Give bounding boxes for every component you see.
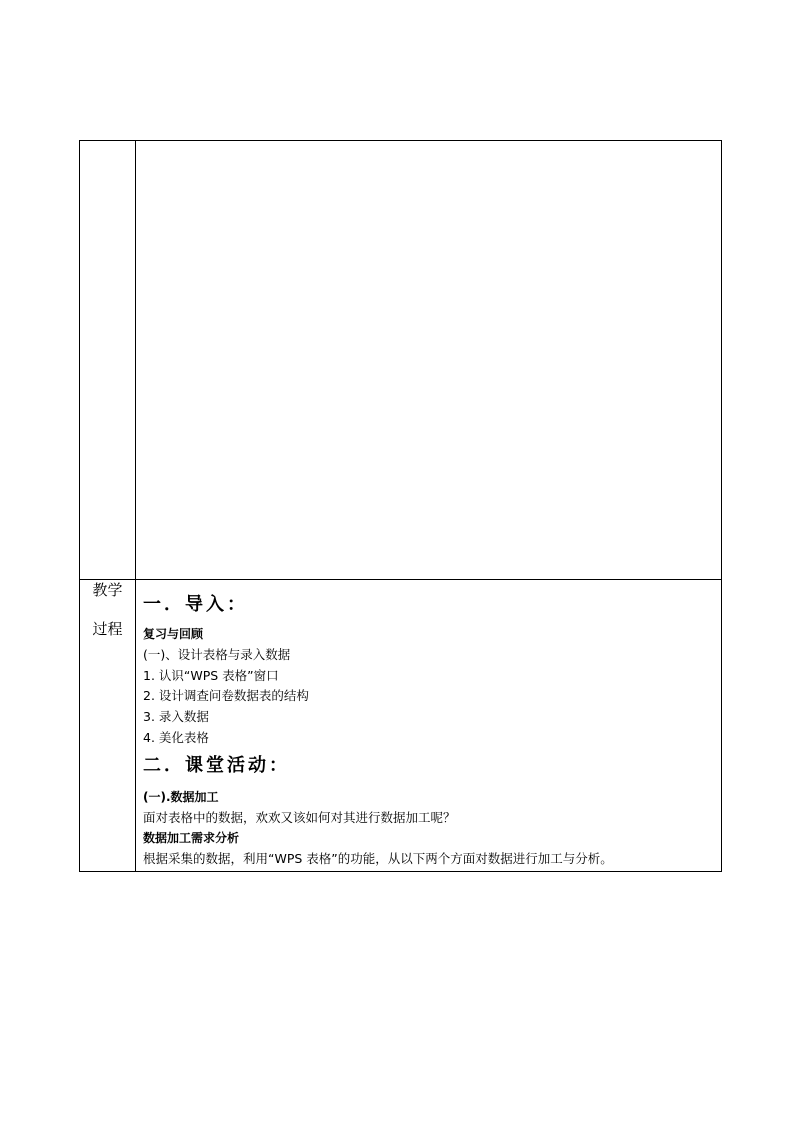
empty-label-cell: [80, 141, 136, 580]
question-text: 面对表格中的数据，欢欢又该如何对其进行数据加工呢？: [143, 809, 456, 825]
review-title: 复习与回顾: [143, 627, 204, 641]
step-item: 4. 美化表格: [143, 729, 209, 745]
label-spacer: [80, 600, 135, 619]
analysis-text: 根据采集的数据，利用“WPS 表格”的功能，从以下两个方面对数据进行加工与分析。: [143, 851, 613, 867]
step-item: 3. 录入数据: [143, 709, 209, 725]
table-row: [80, 141, 722, 580]
step-item: 2. 设计调查问卷数据表的结构: [143, 688, 309, 704]
lesson-plan-table: [79, 140, 722, 872]
subsection-title: (一).数据加工: [143, 789, 219, 804]
process-content-cell: [136, 580, 722, 872]
analysis-title: 数据加工需求分析: [143, 831, 240, 846]
table-row: [80, 580, 722, 872]
step-item: 1. 认识“WPS 表格”窗口: [143, 667, 279, 683]
heading-activity: 二．课堂活动：: [143, 754, 290, 776]
label-line-1: 教学: [92, 581, 123, 599]
empty-content-cell: [136, 141, 722, 580]
process-content: [136, 580, 721, 870]
label-line-2: 过程: [92, 620, 123, 638]
heading-intro: 一．导入：: [143, 594, 248, 615]
section1-title: (一)、设计表格与录入数据: [143, 646, 291, 662]
process-label-cell: [80, 580, 136, 872]
